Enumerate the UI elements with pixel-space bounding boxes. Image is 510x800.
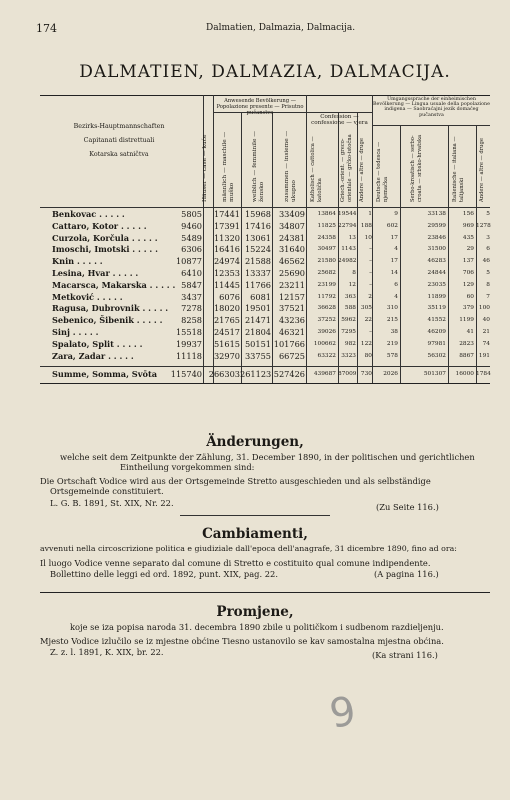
col-greek-header: Griech.-orient. — greco-orientale — grčko-istočna (340, 134, 353, 202)
table-row (52, 244, 492, 254)
col-female-header: weiblich — femminile — žensko (252, 130, 265, 202)
district-name: Cattaro, Kotor . . . . . (52, 220, 147, 231)
cell-other_lang: 8 (486, 281, 490, 288)
cell-other: 188 (360, 222, 372, 229)
section-ref-italian: (A pagina 116.) (374, 569, 439, 579)
cell-german: 4 (394, 293, 398, 300)
cell-cath: 23199 (317, 281, 336, 288)
cell-male: 17441 (213, 209, 240, 219)
cell-cath: 21580 (317, 258, 336, 265)
population-group-header: Anwesende Bevölkerung — Popolazione presente — Prisutno pučanstvo (216, 98, 304, 116)
cell-other: 1 (368, 211, 372, 217)
document-page: 174 Dalmatien, Dalmazia, Dalmacija. DALMATIEN, DALMAZIA, DALMACIJA. Bezirks-Hauptmannschaften Capitanati distrettuali Kotarska satničtva Häuser — case — kuće Anwesende Bevölkerung — Popolazione presente — Prisutno pučanstvo männlich — maschile — muško weiblich — femminile — žensko zusammen — insieme — ukupno Confession — confessione — vjera Katholisch — cattolica — katolička Griech.-orient. — greco-orientale — grčko-istočna Andere — altre — druge Umgangssprache der einheimischen Bevölkerung — Lingua usuale della popolazione indigena — Saobraćajni jezik domaćeg pučanstva Deutsche — tedesca — njemačka Serbo-kroatisch — serbo-croata — srbsko-hrvatska Italienische — italiana — talijanski Andere — altre — druge Benkovac . . . . . 5805 17441 15968 33409 13864 19544 1 9 33138 156 5 Cattaro, Kotor . . . . . 9460 17391 17416 34807 11825 22794 188 602 29599 969 1278 Curzola, Korčula . . . . . 5489 11320 13061 24381 24358 13 10 17 23846 435 3 Imoschi, Imotski . . . . . 6306 16416 15224 31640 30497 1143 – 4 31500 29 6 Knin . . . . . 10877 24974 21588 46562 21580 24982 – 17 46283 137 46 Lesina, Hvar . . . . . 6410 12353 13337 25690 25682 8 – 14 24844 706 5 Macarsca, Makarska . . . . . 5847 11445 11766 23211 23199 12 – 6 23035 129 8 Metković . . . . . 3437 6076 6081 12157 11792 363 2 4 11899 60 7 Ragusa, Dubrovnik . . . . . 7278 18020 19501 37521 36628 588 305 310 35119 379 100 Sebenico, Šibenik . . . . . 8258 21765 21471 43236 37252 5962 22 215 41552 1199 40 Sinj . . . . . 15518 24517 21804 46321 39026 7295 – 38 46209 41 21 Spalato, Split . . . . . 19937 51615 50151 101766 100662 982 122 219 97981 2823 74 Zara, Zadar . . . . . 11118 32970 33755 66725 63322 3323 80 578 56302 8867 191 Summe, Somma, Svōta 115740 266303 261123 527426 439687 87009 730 2026 501307 16000 1784 Änderungen, welche seit dem Zeitpunkte der Zählung, 31. December 1890, in der politischen und gerichtlichen Eintheilung vorgekommen sind: Die Ortschaft Vodice wird aus der Ortsgemeinde Stretto ausgeschieden und als selbständige Ortsgemeinde constituiert. L. G. B. 1891, St. XIX, Nr. 22. (Zu Seite 116.) Cambiamenti, avvenuti nella circoscrizione politica e giudiziale dall'epoca dell'anagrafe, 31 dicembre 1890, fino ad ora: Il luogo Vodice venne separato dal comune di Stretto e costituito qual comune indipendente. Bollettino delle leggi ed ord. 1892, punt. XIX, pag. 22. (A pagina 116.) Promjene, koje se iza popisa naroda 31. decembra 1890 zbile u političkom i sudbenom razdieljenju. Mjesto Vodice izlučilo se iz mjestne obćine Tiesno ustanovilo se kav samostalna mjestna obćina. Z. z. l. 1891, K. XIX, br. 22. (Ka strani 116.) 9 (0, 0, 510, 800)
cell-total: 66725 (278, 350, 305, 361)
cell-houses: 11118 (175, 350, 202, 361)
cell-other_lang: 1278 (476, 222, 491, 229)
cell-houses: 5805 (181, 209, 202, 219)
cell-other: – (369, 270, 372, 276)
cell-total: 46321 (278, 327, 305, 337)
table-row (52, 209, 492, 219)
cell-greek: 7295 (341, 329, 356, 335)
cell-male: 51615 (213, 338, 240, 349)
cell-italian: 379 (462, 305, 474, 312)
cell-serbo: 35119 (427, 305, 446, 312)
cell-german: 602 (386, 222, 398, 229)
cell-female: 13061 (244, 232, 271, 243)
cell-male: 12353 (213, 268, 240, 278)
cell-male: 24974 (213, 256, 240, 267)
running-head (36, 22, 490, 36)
cell-houses: 9460 (181, 220, 202, 231)
table-row (52, 315, 492, 325)
cell-female: 13337 (244, 268, 271, 278)
table-header-rule (40, 207, 490, 208)
cell-greek: 12 (348, 281, 356, 288)
cell-serbo: 46283 (427, 258, 446, 265)
cell-other_lang: 5 (486, 270, 490, 276)
table-row (52, 327, 492, 337)
cell-total: 25690 (278, 268, 305, 278)
cell-italian: 156 (462, 211, 474, 217)
cell-german: 4 (394, 246, 398, 253)
cell-cath: 63322 (317, 352, 336, 359)
cell-cath: 11825 (317, 222, 336, 229)
cell-other_lang: 191 (478, 352, 490, 359)
cell-male: 6076 (219, 291, 240, 302)
table-row (52, 351, 492, 361)
cell-serbo: 11899 (427, 293, 446, 300)
cell-houses: 19937 (175, 338, 202, 349)
col-italian-header: Italienische — italiana — talijanski (452, 136, 465, 202)
district-name: Knin . . . . . (52, 256, 103, 267)
col-other-conf-header: Andere — altre — druge (359, 138, 365, 202)
cell-serbo: 56302 (427, 352, 446, 359)
cell-female: 17416 (244, 220, 271, 231)
cell-italian: 129 (462, 281, 474, 288)
cell-houses: 6306 (181, 244, 202, 255)
cell-serbo: 97981 (427, 340, 446, 347)
district-name: Ragusa, Dubrovnik . . . . . (52, 303, 169, 314)
cell-other_lang: 74 (482, 340, 490, 347)
cell-italian: 60 (466, 293, 474, 300)
cell-total: 43236 (278, 315, 305, 326)
cell-german: 9 (394, 211, 398, 217)
cell-greek: 363 (344, 293, 356, 300)
page-title: DALMATIEN, DALMAZIA, DALMACIJA. (79, 62, 451, 82)
cell-other: 22 (364, 317, 372, 324)
district-name: Metković . . . . . (52, 291, 123, 302)
cell-female: 50151 (244, 338, 271, 349)
district-name: Macarsca, Makarska . . . . . (52, 279, 176, 290)
cell-german: 17 (390, 258, 398, 265)
cell-german: 17 (390, 234, 398, 241)
cell-german: 578 (386, 352, 398, 359)
cell-cath: 24358 (317, 234, 336, 241)
cell-other: 305 (360, 305, 372, 312)
cell-other_lang: 7 (486, 293, 490, 300)
cell-male: 11445 (213, 279, 240, 290)
cell-female: 19501 (244, 303, 271, 314)
cell-serbo: 33138 (427, 211, 446, 217)
cell-other: 122 (360, 340, 372, 347)
cell-total: 34807 (278, 220, 305, 231)
cell-german: 219 (386, 340, 398, 347)
cell-serbo: 23846 (427, 234, 446, 241)
cell-cath: 100662 (313, 340, 336, 347)
page-number: 174 (36, 22, 57, 35)
table-row (52, 303, 492, 313)
cell-italian: 2823 (459, 340, 474, 347)
cell-serbo: 31500 (427, 246, 446, 253)
cell-male: 11320 (213, 232, 240, 243)
cell-german: 38 (390, 329, 398, 335)
cell-total: 31640 (278, 244, 305, 255)
col-houses-header: Häuser — case — kuće (202, 134, 208, 202)
cell-male: 16416 (213, 244, 240, 255)
cell-male: 32970 (213, 350, 240, 361)
cell-greek: 3323 (341, 352, 356, 359)
cell-houses: 10877 (175, 256, 202, 267)
col-german-header: Deutsche — tedesca — njemačka (376, 141, 389, 202)
pencil-mark: 9 (326, 688, 360, 738)
col-catholic-header: Katholisch — cattolica — katolička (310, 136, 323, 202)
cell-other_lang: 6 (486, 246, 490, 253)
cell-cath: 11792 (317, 293, 336, 300)
cell-male: 24517 (213, 327, 240, 337)
district-name: Sebenico, Šibenik . . . . . (52, 315, 163, 326)
cell-italian: 706 (462, 270, 474, 276)
cell-italian: 969 (462, 222, 474, 229)
cell-serbo: 23035 (427, 281, 446, 288)
cell-total: 33409 (278, 209, 305, 219)
cell-other: – (369, 246, 372, 253)
cell-other_lang: 46 (482, 258, 490, 265)
table-total-row: Summe, Somma, Svōta 115740 266303 261123 527426 439687 87009 730 2026 501307 16000 1784 (52, 369, 491, 379)
table-top-rule (40, 95, 490, 96)
district-name: Lesina, Hvar . . . . . (52, 268, 139, 278)
cell-male: 17391 (213, 220, 240, 231)
cell-houses: 15518 (175, 327, 202, 337)
district-name: Sinj . . . . . (52, 327, 99, 337)
cell-other: 10 (364, 234, 372, 241)
cell-houses: 6410 (181, 268, 202, 278)
district-name: Benkovac . . . . . (52, 209, 125, 219)
cell-italian: 41 (466, 329, 474, 335)
cell-total: 37521 (278, 303, 305, 314)
cell-female: 21588 (244, 256, 271, 267)
cell-total: 101766 (273, 338, 305, 349)
col-male-header: männlich — maschile — muško (222, 131, 235, 202)
table-row (52, 221, 492, 231)
cell-italian: 8867 (459, 352, 474, 359)
cell-female: 21804 (244, 327, 271, 337)
section-ref-german: (Zu Seite 116.) (376, 502, 439, 512)
cell-serbo: 46209 (427, 329, 446, 335)
running-title: Dalmatien, Dalmazia, Dalmacija. (206, 23, 356, 33)
table-row (52, 339, 492, 349)
cell-other: – (369, 281, 372, 288)
table-total-rule (40, 366, 490, 367)
cell-total: 23211 (278, 279, 305, 290)
cell-female: 33755 (244, 350, 271, 361)
cell-greek: 24982 (338, 258, 357, 265)
cell-serbo: 24844 (427, 270, 446, 276)
cell-greek: 982 (344, 340, 356, 347)
district-name: Zara, Zadar . . . . . (52, 350, 134, 361)
section-ref-croatian: (Ka strani 116.) (372, 650, 438, 660)
cell-other_lang: 3 (486, 234, 490, 241)
cell-female: 15968 (244, 209, 271, 219)
cell-german: 215 (386, 317, 398, 324)
cell-other: 2 (368, 293, 372, 300)
cell-male: 18020 (213, 303, 240, 314)
cell-greek: 588 (344, 305, 356, 312)
cell-greek: 22794 (338, 222, 357, 229)
district-name: Curzola, Korčula . . . . . (52, 232, 158, 243)
cell-greek: 1143 (341, 246, 356, 253)
cell-greek: 19544 (338, 211, 357, 217)
cell-cath: 13864 (317, 211, 336, 217)
cell-total: 46562 (278, 256, 305, 267)
cell-houses: 5489 (181, 232, 202, 243)
section-heading-german: Änderungen, (206, 434, 304, 450)
cell-total: 24381 (278, 232, 305, 243)
cell-cath: 25682 (317, 270, 336, 276)
language-group-header: Umgangssprache der einheimischen Bevölkerung — Lingua usuale della popolazione indigena — Saobraćajni jezik domaćeg pučanstva (373, 97, 490, 118)
cell-greek: 13 (348, 234, 356, 241)
cell-cath: 30497 (317, 246, 336, 253)
cell-german: 14 (390, 270, 398, 276)
col-other-lang-header: Andere — altre — druge (479, 138, 485, 202)
table-row (52, 268, 492, 278)
cell-houses: 8258 (181, 315, 202, 326)
table-bottom-rule (40, 383, 490, 384)
cell-female: 6081 (250, 291, 271, 302)
confession-group-header: Confession — confessione — vjera (311, 114, 368, 126)
cell-female: 21471 (244, 315, 271, 326)
cell-other_lang: 100 (478, 305, 490, 312)
section-heading-croatian: Promjene, (216, 604, 294, 620)
cell-cath: 39026 (317, 329, 336, 335)
cell-other: – (369, 329, 372, 335)
section-heading-italian: Cambiamenti, (202, 526, 308, 542)
cell-other_lang: 21 (482, 329, 490, 335)
cell-male: 21765 (213, 315, 240, 326)
cell-italian: 435 (462, 234, 474, 241)
cell-serbo: 41552 (427, 317, 446, 324)
district-header: Bezirks-Hauptmannschaften Capitanati distrettuali Kotarska satničtva (73, 123, 165, 158)
cell-female: 15224 (244, 244, 271, 255)
cell-italian: 137 (462, 258, 474, 265)
table-row (52, 280, 492, 290)
cell-houses: 5847 (181, 279, 202, 290)
cell-greek: 5962 (341, 317, 356, 324)
cell-serbo: 29599 (427, 222, 446, 229)
cell-houses: 7278 (181, 303, 202, 314)
table-row (52, 256, 492, 266)
cell-cath: 36628 (317, 305, 336, 312)
cell-german: 310 (386, 305, 398, 312)
cell-total: 12157 (278, 291, 305, 302)
cell-italian: 29 (466, 246, 474, 253)
cell-other: 80 (364, 352, 372, 359)
cell-other_lang: 5 (486, 211, 490, 217)
cell-houses: 3437 (181, 291, 202, 302)
cell-female: 11766 (244, 279, 271, 290)
cell-other: – (369, 258, 372, 265)
col-serbo-header: Serbo-kroatisch — serbo-croata — srbsko-hrvatska (410, 134, 423, 202)
table-row (52, 233, 492, 243)
table-row (52, 292, 492, 302)
cell-german: 6 (394, 281, 398, 288)
col-total-header: zusammen — insieme — ukupno (284, 130, 297, 202)
district-name: Imoschi, Imotski . . . . . (52, 244, 158, 255)
cell-other_lang: 40 (482, 317, 490, 324)
cell-greek: 8 (352, 270, 356, 276)
cell-italian: 1199 (459, 317, 474, 324)
district-name: Spalato, Split . . . . . (52, 338, 143, 349)
cell-cath: 37252 (317, 317, 336, 324)
